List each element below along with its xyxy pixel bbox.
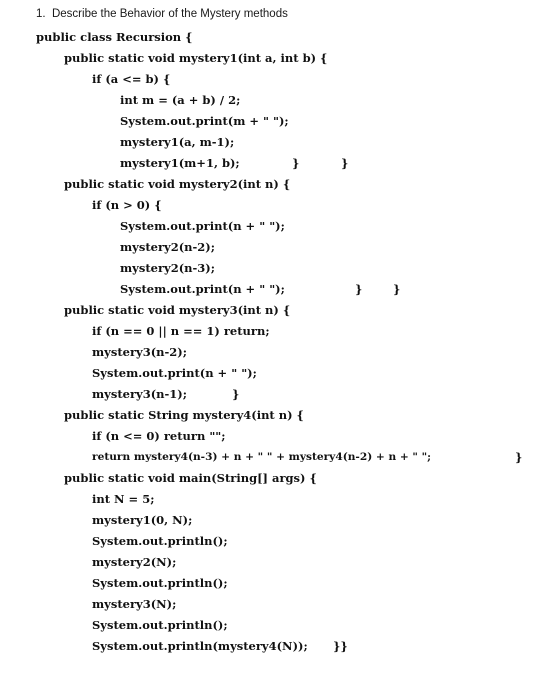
code-mystery3-signature: public static void mystery3(int n) { <box>64 303 291 317</box>
code-closing-brace: }} <box>333 639 348 653</box>
code-mystery3-line: mystery3(n-2); <box>92 345 187 359</box>
code-main-line: System.out.println(); <box>92 576 228 590</box>
code-mystery2-if: if (n > 0) { <box>92 198 162 212</box>
code-mystery3-line: mystery3(n-1); <box>92 387 187 401</box>
code-mystery1-line: mystery1(m+1, b); <box>120 156 240 170</box>
code-closing-brace: } <box>515 450 523 464</box>
code-closing-brace: } <box>393 282 401 296</box>
code-mystery1-signature: public static void mystery1(int a, int b) { <box>64 51 328 65</box>
code-mystery2-line: System.out.print(n + " "); <box>120 282 285 296</box>
code-closing-brace: } <box>232 387 240 401</box>
code-closing-brace: } <box>355 282 363 296</box>
code-mystery1-line: int m = (a + b) / 2; <box>120 93 241 107</box>
code-mystery2-line: System.out.print(n + " "); <box>120 219 285 233</box>
code-class-declaration: public class Recursion { <box>36 30 193 44</box>
code-mystery1-if: if (a <= b) { <box>92 72 171 86</box>
code-main-line: mystery2(N); <box>92 555 177 569</box>
code-mystery2-signature: public static void mystery2(int n) { <box>64 177 291 191</box>
code-main-signature: public static void main(String[] args) { <box>64 471 317 485</box>
code-mystery2-line: mystery2(n-3); <box>120 261 215 275</box>
code-mystery1-line: System.out.print(m + " "); <box>120 114 289 128</box>
code-main-line: mystery3(N); <box>92 597 177 611</box>
code-closing-brace: } <box>341 156 349 170</box>
code-main-line: mystery1(0, N); <box>92 513 193 527</box>
code-mystery4-signature: public static String mystery4(int n) { <box>64 408 304 422</box>
code-mystery4-line: if (n <= 0) return ""; <box>92 429 226 443</box>
code-closing-brace: } <box>292 156 300 170</box>
code-mystery2-line: mystery2(n-2); <box>120 240 215 254</box>
code-main-line: System.out.println(mystery4(N)); <box>92 639 308 653</box>
code-main-line: System.out.println(); <box>92 534 228 548</box>
code-main-line: int N = 5; <box>92 492 155 506</box>
question-heading: 1. Describe the Behavior of the Mystery methods <box>36 8 288 20</box>
code-main-line: System.out.println(); <box>92 618 228 632</box>
code-mystery4-line: return mystery4(n-3) + n + " " + mystery4(n-2) + n + " "; <box>92 451 432 463</box>
code-mystery3-line: System.out.print(n + " "); <box>92 366 257 380</box>
code-mystery1-line: mystery1(a, m-1); <box>120 135 235 149</box>
code-mystery3-line: if (n == 0 || n == 1) return; <box>92 324 270 338</box>
